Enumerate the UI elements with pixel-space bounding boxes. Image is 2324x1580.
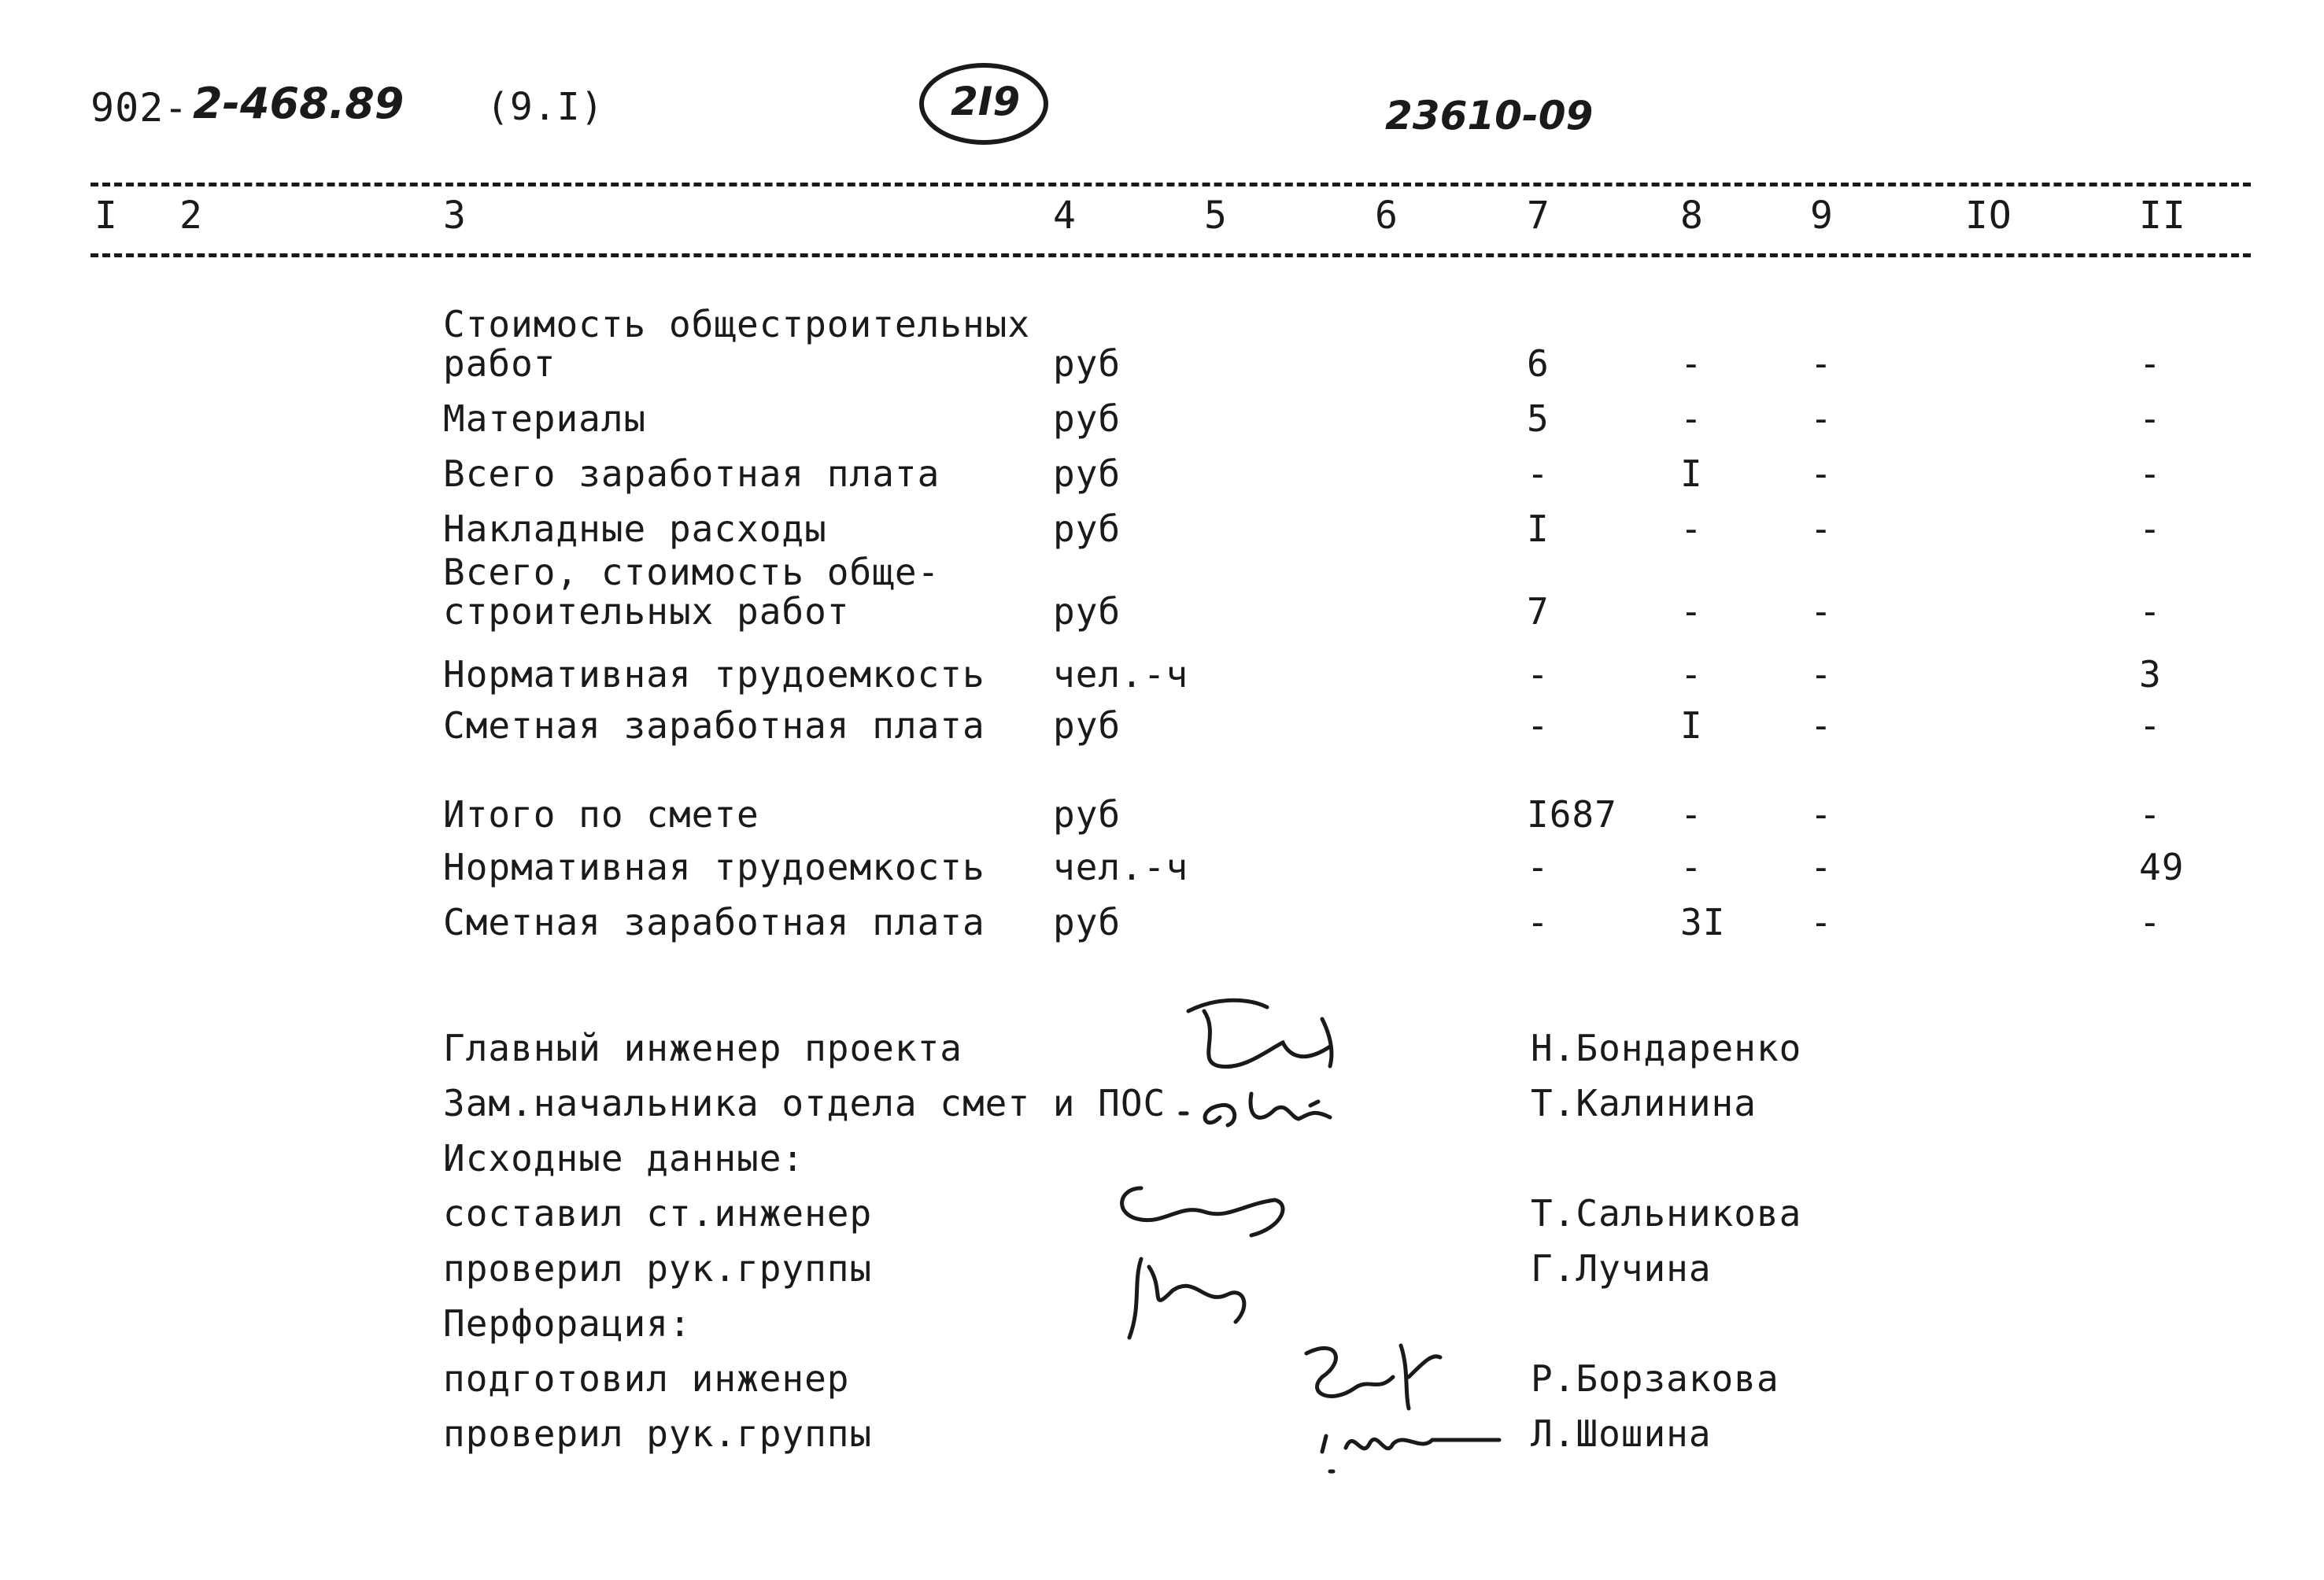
signature-role: Главный инженер проекта [443,1027,962,1069]
row-name-line: Нормативная трудоемкость [443,653,985,696]
row-col11-value: - [2139,508,2162,550]
column-number-2: 2 [179,194,203,238]
row-col7-value: I687 [1527,793,1617,836]
row-col8-value: - [1680,846,1703,888]
header-rule-bottom [91,253,2251,257]
row-name-line: Материалы [443,397,647,440]
row-unit: чел.-ч [1053,653,1189,696]
row-name-line: работ [443,342,556,385]
column-number-7: 7 [1527,194,1550,238]
row-col9-value: - [1810,793,1833,836]
row-name-line: строительных работ [443,590,850,633]
row-col7-value: I [1527,508,1550,550]
row-col11-value: - [2139,590,2162,633]
archive-number: 23610-09 [1385,93,1594,138]
row-col9-value: - [1810,590,1833,633]
signature-role: Перфорация: [443,1302,692,1345]
signature-name: Р.Борзакова [1531,1357,1779,1400]
row-col9-value: - [1810,508,1833,550]
row-name-line: Сметная заработная плата [443,901,985,943]
row-col8-value: - [1680,397,1703,440]
row-col11-value: - [2139,397,2162,440]
row-col11-value: - [2139,342,2162,385]
row-unit: руб [1053,452,1121,495]
row-col9-value: - [1810,653,1833,696]
row-col8-value: - [1680,653,1703,696]
row-unit: руб [1053,704,1121,747]
row-col8-value: I [1680,452,1703,495]
row-name-line: Нормативная трудоемкость [443,846,985,888]
row-name-line: Итого по смете [443,793,759,836]
row-unit: руб [1053,590,1121,633]
column-number-3: 3 [443,194,467,238]
row-name-line: Стоимость общестроительных [443,303,1031,345]
row-unit: руб [1053,508,1121,550]
row-col7-value: - [1527,653,1550,696]
row-col7-value: 5 [1527,397,1550,440]
row-col11-value: - [2139,793,2162,836]
row-unit: руб [1053,397,1121,440]
row-col11-value: - [2139,901,2162,943]
doc-prefix: 902- [91,85,189,131]
signature-name: Н.Бондаренко [1531,1027,1802,1069]
signature-name: Г.Лучина [1531,1247,1712,1290]
row-name-line: Всего, стоимость обще- [443,551,940,593]
row-col7-value: - [1527,704,1550,747]
signature-kalinina [1173,1070,1377,1141]
row-unit: руб [1053,342,1121,385]
header-rule-top [91,183,2251,186]
row-col9-value: - [1810,846,1833,888]
signature-name: Л.Шошина [1531,1412,1712,1455]
row-unit: руб [1053,793,1121,836]
row-col8-value: - [1680,793,1703,836]
row-col9-value: - [1810,452,1833,495]
row-col11-value: 49 [2139,846,2185,888]
column-number-1: I [94,194,118,238]
signature-shoshina [1306,1405,1511,1483]
doc-code: 2-468.89 [193,79,405,128]
row-col7-value: 6 [1527,342,1550,385]
row-name-line: Накладные расходы [443,508,827,550]
row-name-line: Всего заработная плата [443,452,940,495]
row-col7-value: - [1527,846,1550,888]
signature-role: составил ст.инженер [443,1192,873,1235]
row-col11-value: - [2139,452,2162,495]
row-col9-value: - [1810,704,1833,747]
row-col8-value: - [1680,590,1703,633]
signature-role: проверил рук.группы [443,1412,873,1455]
signature-role: Зам.начальника отдела смет и ПОС [443,1082,1166,1124]
column-number-4: 4 [1053,194,1077,238]
signature-role: Исходные данные: [443,1137,805,1179]
row-col7-value: - [1527,901,1550,943]
signature-name: Т.Сальникова [1531,1192,1802,1235]
page-number: 2I9 [951,79,1021,124]
column-number-8: 8 [1680,194,1704,238]
signature-role: подготовил инженер [443,1357,850,1400]
row-col11-value: 3 [2139,653,2162,696]
row-col7-value: - [1527,452,1550,495]
row-col8-value: I [1680,704,1703,747]
column-number-6: 6 [1375,194,1398,238]
row-unit: чел.-ч [1053,846,1189,888]
signature-role: проверил рук.группы [443,1247,873,1290]
row-col8-value: - [1680,508,1703,550]
row-unit: руб [1053,901,1121,943]
row-col11-value: - [2139,704,2162,747]
row-col8-value: 3I [1680,901,1726,943]
row-col7-value: 7 [1527,590,1550,633]
column-number-11: II [2139,194,2186,238]
row-col9-value: - [1810,397,1833,440]
column-number-5: 5 [1204,194,1228,238]
signature-borzakova [1291,1330,1448,1416]
row-col8-value: - [1680,342,1703,385]
row-name-line: Сметная заработная плата [443,704,985,747]
signature-salnikova-luchina [1094,1157,1314,1361]
column-number-9: 9 [1810,194,1834,238]
row-col9-value: - [1810,342,1833,385]
row-col9-value: - [1810,901,1833,943]
column-number-10: IO [1965,194,2012,238]
signature-name: Т.Калинина [1531,1082,1757,1124]
section-number: (9.I) [486,85,604,129]
